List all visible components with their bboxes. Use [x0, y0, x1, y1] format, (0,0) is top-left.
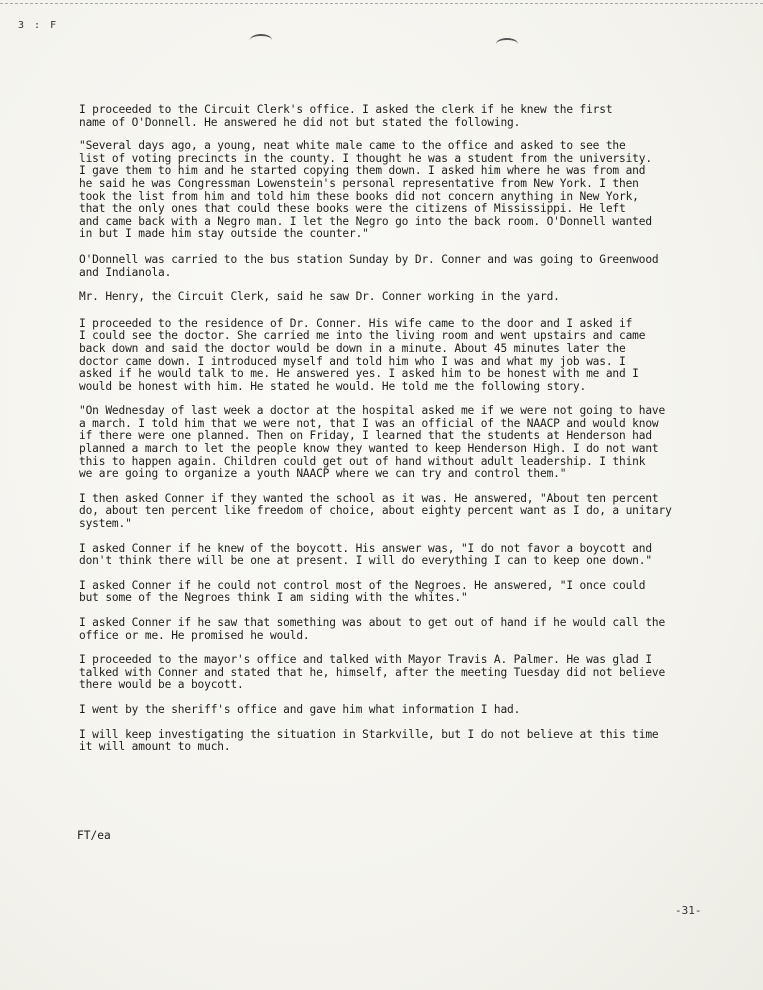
typist-initials: FT/ea: [77, 829, 111, 842]
text-line: asked if he would talk to me. He answered yes. I asked him to be honest with me and I: [79, 367, 639, 381]
paragraph: [79, 617, 719, 642]
text-line: took the list from him and told him these books did not concern anything in New York,: [79, 189, 639, 203]
text-line: that the only ones that could these books were the citizens of Mississippi. He left: [79, 202, 626, 216]
text-line: we are going to organize a youth NAACP where we can try and control them.": [79, 467, 567, 481]
text-line: Mr. Henry, the Circuit Clerk, said he saw Dr. Conner working in the yard.: [79, 290, 560, 304]
paragraph: [79, 543, 719, 568]
scan-edge-line: [0, 3, 763, 4]
text-line: I asked Conner if he saw that something was about to get out of hand if he would call the: [79, 616, 666, 629]
text-line: if there were one planned. Then on Friday, I learned that the students at Henderson had: [79, 429, 652, 443]
paragraph: [79, 140, 719, 241]
paragraph: [79, 704, 719, 717]
text-line: I could see the doctor. She carried me into the living room and went upstairs and came: [79, 329, 646, 343]
text-line: I asked Conner if he knew of the boycott. His answer was, "I do not favor a boycott and: [79, 541, 652, 555]
text-line: name of O'Donnell. He answered he did not but stated the following.: [79, 115, 521, 129]
text-line: don't think there will be one at present. I will do everything I can to keep one down.": [79, 554, 652, 568]
paragraph: [79, 580, 719, 605]
text-line: I asked Conner if he could not control most of the Negroes. He answered, "I once could: [79, 578, 646, 592]
corner-marks: 3 : F: [18, 20, 59, 31]
text-line: a march. I told him that we were not, that I was an official of the NAACP and would know: [79, 416, 659, 430]
text-line: office or me. He promised he would.: [79, 628, 310, 642]
text-line: planned a march to let the people know they wanted to keep Henderson High. I do not want: [79, 442, 659, 456]
text-line: O'Donnell was carried to the bus station Sunday by Dr. Conner and was going to Greenwood: [79, 252, 659, 266]
punch-hole-mark: [496, 38, 518, 50]
text-line: "On Wednesday of last week a doctor at the hospital asked me if we were not going to have: [79, 404, 666, 418]
text-line: I gave them to him and he started copying them down. I asked him where he was from and: [79, 164, 646, 178]
text-line: I proceeded to the mayor's office and talked with Mayor Travis A. Palmer. He was glad I: [79, 653, 652, 667]
text-line: system.": [79, 517, 132, 531]
text-line: would be honest with him. He stated he would. He told me the following story.: [79, 379, 587, 393]
text-line: this to happen again. Children could get out of hand without adult leadership. I think: [79, 454, 646, 468]
document-body: [79, 92, 719, 754]
text-line: I went by the sheriff's office and gave him what information I had.: [79, 702, 521, 716]
punch-hole-mark: [250, 34, 272, 46]
text-line: I proceeded to the residence of Dr. Conner. His wife came to the door and I asked if: [79, 316, 633, 330]
paragraph: [79, 729, 719, 754]
text-line: I proceeded to the Circuit Clerk's office. I asked the clerk if he knew the first: [79, 103, 613, 116]
paragraph: [79, 291, 719, 304]
paragraph: [79, 254, 719, 279]
text-line: he said he was Congressman Lowenstein's personal representative from New York. I then: [79, 176, 639, 190]
paragraph: [79, 493, 719, 531]
paragraph: [79, 405, 719, 481]
text-line: in but I made him stay outside the counter.": [79, 227, 369, 241]
page-number: -31-: [675, 904, 702, 917]
text-line: there would be a boycott.: [79, 678, 244, 692]
text-line: I then asked Conner if they wanted the school as it was. He answered, "About ten percent: [79, 491, 659, 505]
paragraph: [79, 104, 719, 129]
text-line: and came back with a Negro man. I let the Negro go into the back room. O'Donnell wanted: [79, 214, 652, 228]
text-line: but some of the Negroes think I am siding with the whites.": [79, 591, 468, 605]
text-line: it will amount to much.: [79, 740, 231, 754]
text-line: I will keep investigating the situation in Starkville, but I do not believe at this time: [79, 727, 659, 741]
paragraph: [79, 654, 719, 692]
text-line: do, about ten percent like freedom of choice, about eighty percent want as I do, a unitary: [79, 504, 672, 518]
text-line: doctor came down. I introduced myself and told him who I was and what my job was. I: [79, 354, 626, 368]
text-line: talked with Conner and stated that he, himself, after the meeting Tuesday did not believe: [79, 665, 666, 679]
text-line: and Indianola.: [79, 265, 172, 279]
paragraph: [79, 318, 719, 394]
text-line: list of voting precincts in the county. I thought he was a student from the university.: [79, 151, 652, 165]
text-line: "Several days ago, a young, neat white male came to the office and asked to see the: [79, 139, 626, 153]
text-line: back down and said the doctor would be down in a minute. About 45 minutes later the: [79, 341, 626, 355]
